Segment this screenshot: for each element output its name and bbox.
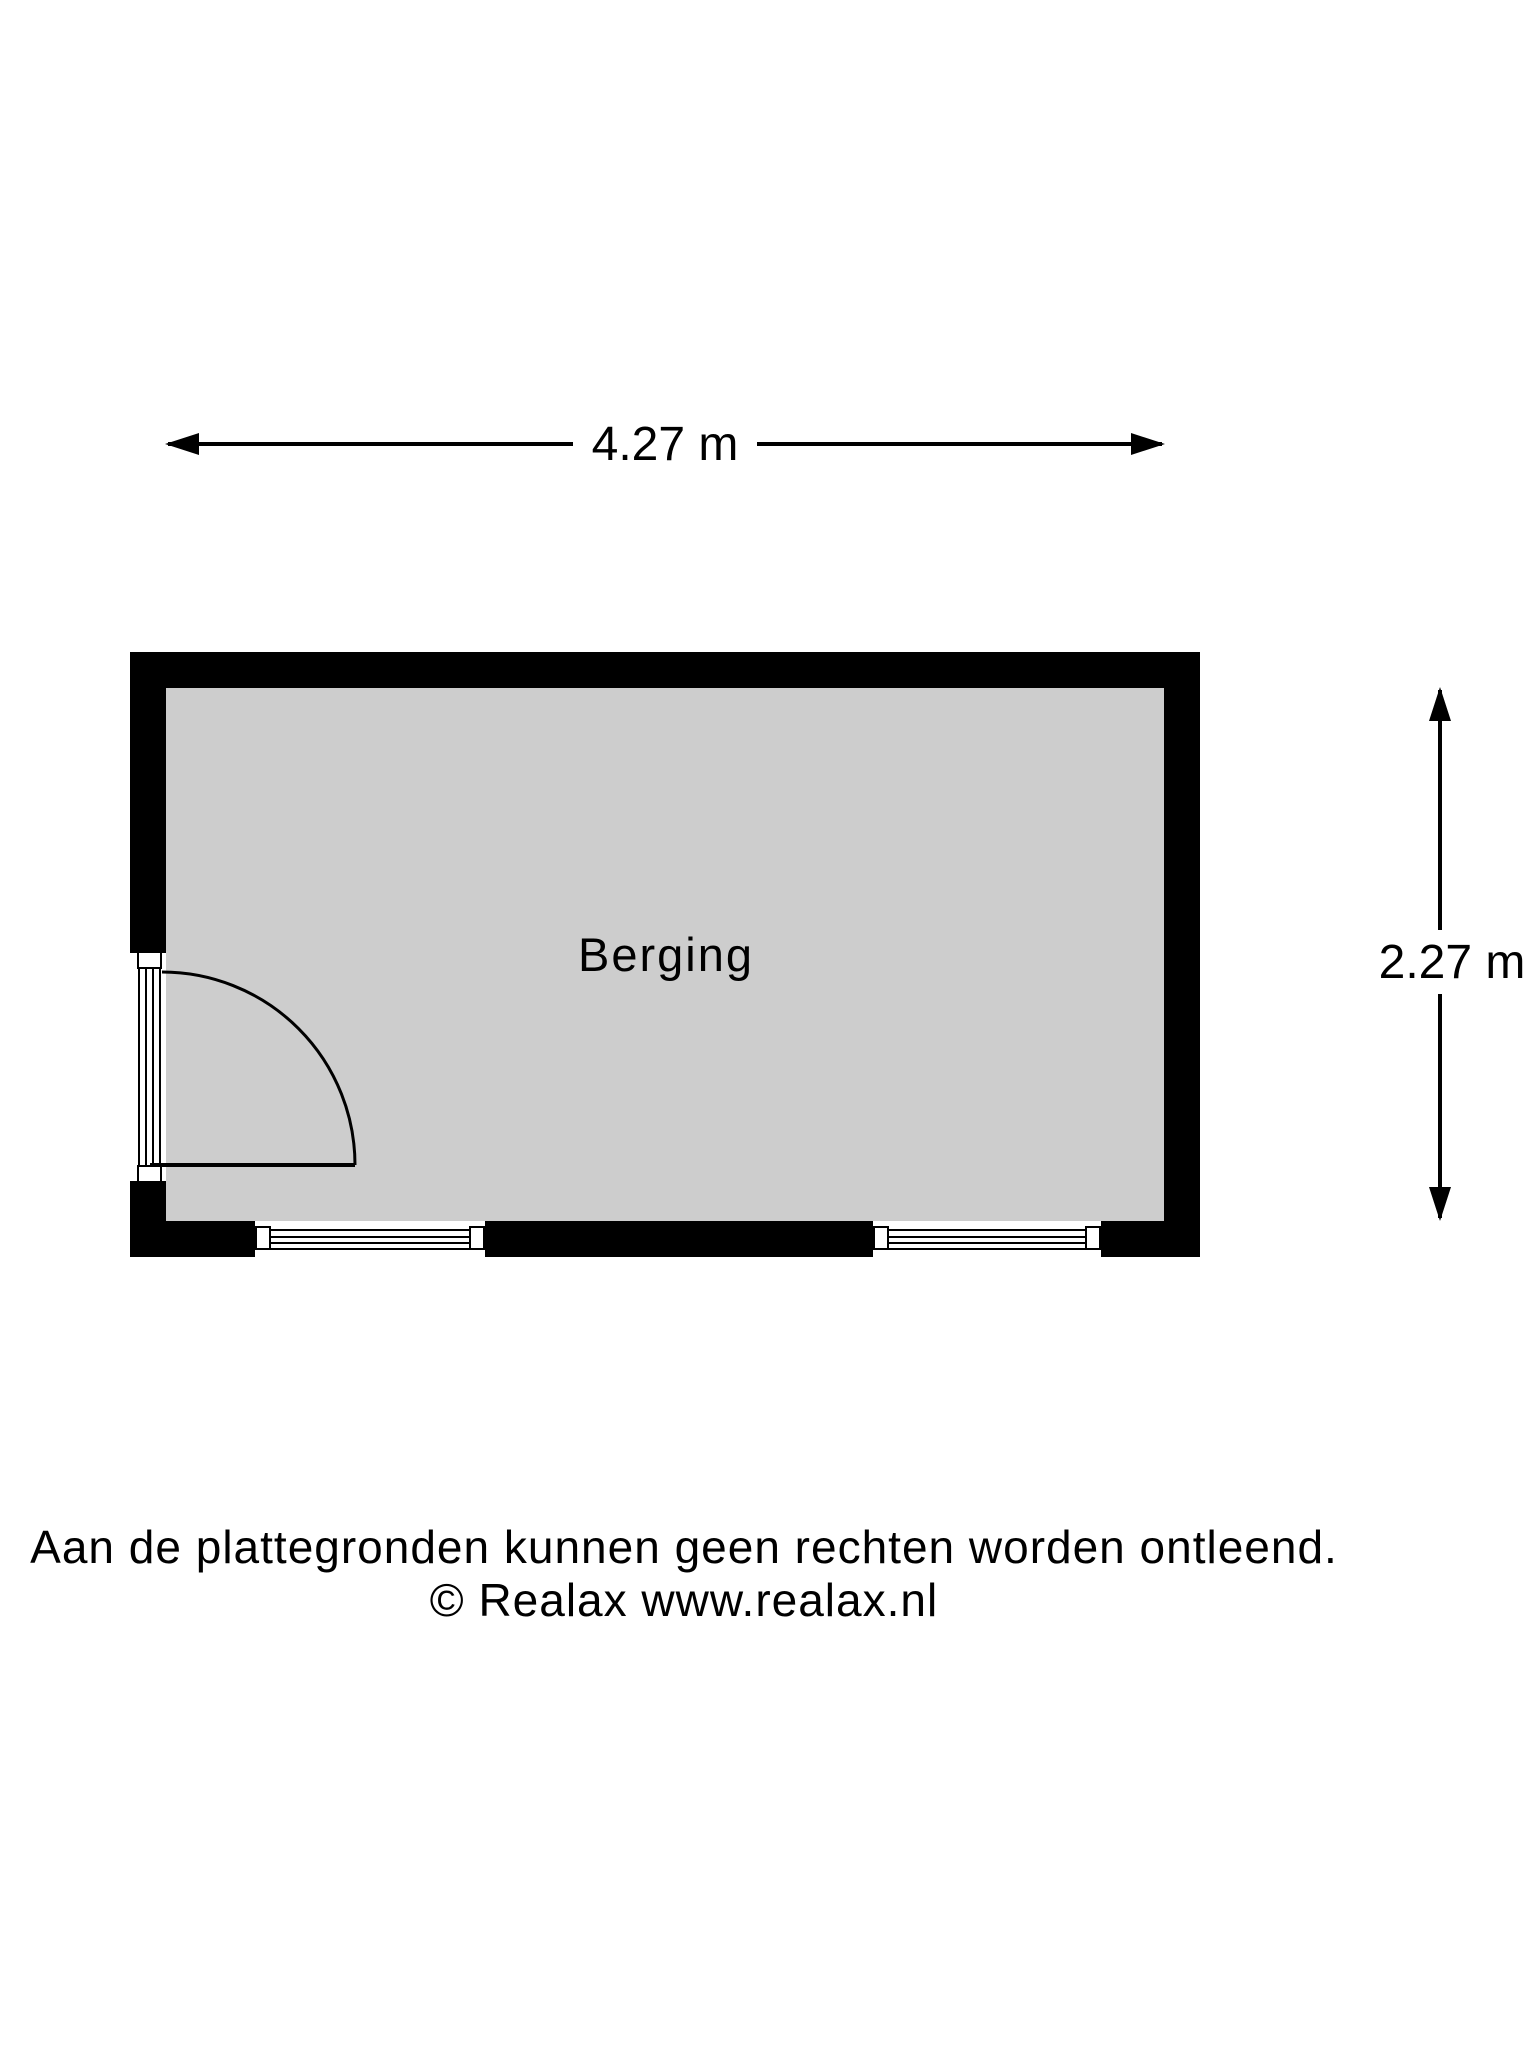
window-right-jamb-start (873, 1226, 889, 1250)
width-dimension-label: 4.27 m (573, 412, 757, 476)
window-left-jamb-end (469, 1226, 485, 1250)
height-dimension-arrow-up-icon (1429, 687, 1451, 721)
window-left-glazing-line (271, 1236, 469, 1238)
window-left-glazing-line (271, 1242, 469, 1244)
disclaimer (18, 1521, 1350, 1627)
height-dimension-label: 2.27 m (1362, 930, 1536, 994)
door-jamb-top (137, 951, 162, 969)
window-left-glazing (269, 1229, 471, 1250)
room-label: Berging (578, 928, 754, 981)
width-dimension-arrow-left-icon (165, 433, 199, 455)
disclaimer-line1: Aan de plattegronden kunnen geen rechten worden ontleend. (30, 1521, 1338, 1573)
window-right-glazing-line (889, 1242, 1085, 1244)
window-right-glazing (887, 1229, 1087, 1250)
height-dimension-arrow-down-icon (1429, 1187, 1451, 1221)
wall-bottom-left (130, 1221, 255, 1257)
wall-bottom-right (1101, 1221, 1200, 1257)
window-left-jamb-start (255, 1226, 271, 1250)
wall-left-upper (130, 652, 166, 953)
window-right-glazing-line (889, 1236, 1085, 1238)
door-frame-line (145, 968, 147, 1167)
disclaimer-line2: © Realax www.realax.nl (429, 1574, 939, 1626)
door-frame (138, 968, 161, 1167)
door-frame-line (152, 968, 154, 1167)
window-right-jamb-end (1085, 1226, 1101, 1250)
wall-right (1164, 652, 1200, 1257)
wall-bottom-middle (485, 1221, 873, 1257)
width-dimension-arrow-right-icon (1131, 433, 1165, 455)
door-jamb-bottom (137, 1165, 162, 1183)
wall-top (130, 652, 1200, 688)
